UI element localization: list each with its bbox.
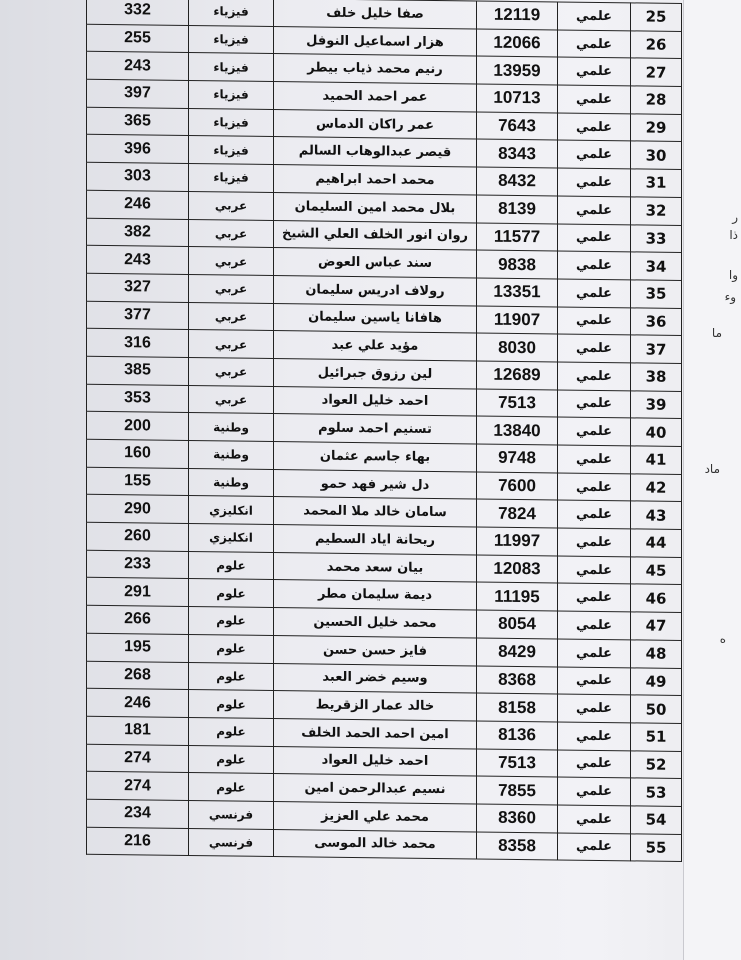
subject-cell: علوم [189,690,274,719]
branch-cell: علمي [558,445,631,474]
score-cell: 266 [87,605,189,634]
student-name-cell: امين احمد الحمد الخلف [274,718,477,748]
subject-cell: علوم [189,773,274,802]
score-cell: 200 [87,412,189,441]
score-cell: 255 [87,24,189,53]
student-name-cell: محمد خالد الموسى [274,829,477,859]
margin-text: وء [724,290,736,304]
row-number-cell: 35 [631,280,682,308]
branch-cell: علمي [558,750,631,779]
score-cell: 274 [87,744,189,773]
student-name-cell: لين رزوق جبرائيل [274,358,477,388]
row-number-cell: 34 [631,252,682,280]
row-number-cell: 53 [631,778,682,806]
student-id-cell: 12689 [477,361,558,390]
student-id-cell: 12083 [477,555,558,584]
score-cell: 385 [87,356,189,385]
branch-cell: علمي [558,140,631,169]
student-id-cell: 12119 [477,1,558,30]
student-id-cell: 8343 [477,139,558,168]
subject-cell: عربي [189,274,274,303]
student-id-cell: 8429 [477,638,558,667]
subject-cell: علوم [189,551,274,580]
subject-cell: عربي [189,302,274,331]
score-cell: 397 [87,79,189,108]
score-cell: 268 [87,661,189,690]
table-row [87,827,682,862]
subject-cell: عربي [189,219,274,248]
branch-cell: علمي [558,611,631,640]
student-name-cell: عمر راكان الدماس [274,109,477,139]
row-number-cell: 49 [631,667,682,695]
student-id-cell: 8158 [477,693,558,722]
score-cell: 260 [87,522,189,551]
branch-cell: علمي [558,307,631,336]
student-id-cell: 8360 [477,804,558,833]
results-table-body [87,0,682,862]
student-name-cell: مؤيد علي عبد [274,331,477,361]
subject-cell: فرنسي [189,800,274,829]
branch-cell: علمي [558,362,631,391]
subject-cell: فيزياء [189,81,274,110]
row-number-cell: 55 [631,833,682,861]
student-name-cell: دل شير فهد حمو [274,469,477,499]
subject-cell: فيزياء [189,164,274,193]
subject-cell: عربي [189,191,274,220]
branch-cell: علمي [558,694,631,723]
branch-cell: علمي [558,2,631,31]
score-cell: 181 [87,716,189,745]
subject-cell: علوم [189,662,274,691]
branch-cell: علمي [558,57,631,86]
score-cell: 160 [87,439,189,468]
subject-cell: انكليزي [189,524,274,553]
score-cell: 316 [87,328,189,357]
score-cell: 195 [87,633,189,662]
branch-cell: علمي [558,805,631,834]
branch-cell: علمي [558,390,631,419]
row-number-cell: 25 [631,3,682,31]
row-number-cell: 44 [631,529,682,557]
student-id-cell: 9748 [477,444,558,473]
subject-cell: فيزياء [189,108,274,137]
student-id-cell: 7513 [477,749,558,778]
branch-cell: علمي [558,500,631,529]
row-number-cell: 37 [631,335,682,363]
subject-cell: علوم [189,579,274,608]
next-page-edge [683,0,741,960]
branch-cell: علمي [558,334,631,363]
student-name-cell: قيصر عبدالوهاب السالم [274,137,477,167]
student-id-cell: 13959 [477,56,558,85]
score-cell: 377 [87,301,189,330]
student-name-cell: نسيم عبدالرحمن امين [274,774,477,804]
student-name-cell: تسنيم احمد سلوم [274,414,477,444]
row-number-cell: 39 [631,390,682,418]
row-number-cell: 48 [631,640,682,668]
student-id-cell: 8054 [477,610,558,639]
student-name-cell: هزار اسماعيل النوفل [274,26,477,56]
student-id-cell: 11907 [477,306,558,335]
score-cell: 291 [87,578,189,607]
score-cell: 246 [87,688,189,717]
row-number-cell: 33 [631,224,682,252]
student-name-cell: صفا خليل خلف [274,0,477,29]
score-cell: 303 [87,162,189,191]
branch-cell: علمي [558,639,631,668]
branch-cell: علمي [558,556,631,585]
margin-text: ماد [704,462,720,476]
margin-text: وا [728,268,738,282]
subject-cell: علوم [189,745,274,774]
margin-text: ما [711,326,722,340]
score-cell: 274 [87,771,189,800]
score-cell: 332 [87,0,189,25]
row-number-cell: 50 [631,695,682,723]
student-id-cell: 13351 [477,278,558,307]
branch-cell: علمي [558,223,631,252]
score-cell: 353 [87,384,189,413]
student-name-cell: رنيم محمد ذياب بيطر [274,54,477,84]
subject-cell: علوم [189,607,274,636]
branch-cell: علمي [558,113,631,142]
row-number-cell: 43 [631,501,682,529]
student-name-cell: محمد علي العزيز [274,801,477,831]
student-id-cell: 9838 [477,250,558,279]
student-id-cell: 11997 [477,527,558,556]
branch-cell: علمي [558,583,631,612]
branch-cell: علمي [558,722,631,751]
student-name-cell: روان انور الخلف العلي الشيخ [274,220,477,250]
student-name-cell: بيان سعد محمد [274,552,477,582]
subject-cell: فيزياء [189,53,274,82]
student-id-cell: 11195 [477,582,558,611]
row-number-cell: 29 [631,114,682,142]
student-name-cell: بلال محمد امين السليمان [274,192,477,222]
score-cell: 382 [87,218,189,247]
row-number-cell: 51 [631,723,682,751]
student-id-cell: 8139 [477,195,558,224]
score-cell: 290 [87,495,189,524]
margin-text: ذا [729,228,738,242]
student-id-cell: 7824 [477,499,558,528]
student-name-cell: هافانا ياسين سليمان [274,303,477,333]
student-name-cell: ديمة سليمان مطر [274,580,477,610]
row-number-cell: 40 [631,418,682,446]
branch-cell: علمي [558,30,631,59]
branch-cell: علمي [558,528,631,557]
branch-cell: علمي [558,833,631,862]
row-number-cell: 47 [631,612,682,640]
branch-cell: علمي [558,251,631,280]
score-cell: 396 [87,135,189,164]
row-number-cell: 54 [631,806,682,834]
student-name-cell: وسيم خضر العبد [274,663,477,693]
student-name-cell: رولاف ادريس سليمان [274,275,477,305]
margin-text: ر [732,210,738,224]
subject-cell: عربي [189,357,274,386]
row-number-cell: 32 [631,197,682,225]
score-cell: 327 [87,273,189,302]
student-id-cell: 7600 [477,472,558,501]
subject-cell: عربي [189,385,274,414]
results-table-wrapper [86,0,682,862]
row-number-cell: 26 [631,31,682,59]
row-number-cell: 30 [631,141,682,169]
student-name-cell: محمد خليل الحسين [274,608,477,638]
student-id-cell: 13840 [477,416,558,445]
subject-cell: فرنسي [189,828,274,857]
score-cell: 233 [87,550,189,579]
subject-cell: فيزياء [189,136,274,165]
subject-cell: علوم [189,634,274,663]
row-number-cell: 42 [631,474,682,502]
subject-cell: فيزياء [189,0,274,26]
student-id-cell: 8030 [477,333,558,362]
branch-cell: علمي [558,196,631,225]
student-id-cell: 8136 [477,721,558,750]
row-number-cell: 52 [631,750,682,778]
branch-cell: علمي [558,473,631,502]
row-number-cell: 36 [631,307,682,335]
score-cell: 243 [87,52,189,81]
row-number-cell: 46 [631,584,682,612]
subject-cell: عربي [189,247,274,276]
student-name-cell: احمد خليل العواد [274,386,477,416]
student-id-cell: 7643 [477,112,558,141]
subject-cell: انكليزي [189,496,274,525]
student-id-cell: 7855 [477,776,558,805]
student-name-cell: فايز حسن حسن [274,635,477,665]
student-id-cell: 10713 [477,84,558,113]
score-cell: 246 [87,190,189,219]
branch-cell: علمي [558,777,631,806]
subject-cell: علوم [189,717,274,746]
row-number-cell: 28 [631,86,682,114]
branch-cell: علمي [558,666,631,695]
student-id-cell: 7513 [477,389,558,418]
branch-cell: علمي [558,279,631,308]
row-number-cell: 45 [631,557,682,585]
margin-text: ه [719,632,726,646]
row-number-cell: 41 [631,446,682,474]
student-name-cell: بهاء جاسم عثمان [274,442,477,472]
student-id-cell: 8358 [477,832,558,861]
student-name-cell: احمد خليل العواد [274,746,477,776]
row-number-cell: 38 [631,363,682,391]
branch-cell: علمي [558,168,631,197]
student-name-cell: عمر احمد الحميد [274,82,477,112]
student-id-cell: 12066 [477,29,558,58]
branch-cell: علمي [558,417,631,446]
score-cell: 243 [87,245,189,274]
score-cell: 365 [87,107,189,136]
row-number-cell: 31 [631,169,682,197]
student-name-cell: سند عباس العوض [274,248,477,278]
subject-cell: عربي [189,330,274,359]
subject-cell: فيزياء [189,25,274,54]
subject-cell: وطنية [189,440,274,469]
row-number-cell: 27 [631,58,682,86]
student-id-cell: 8432 [477,167,558,196]
score-cell: 216 [87,827,189,856]
student-name-cell: ريحانة اياد السطيم [274,525,477,555]
student-name-cell: خالد عمار الزقريط [274,691,477,721]
student-id-cell: 11577 [477,222,558,251]
student-id-cell: 8368 [477,665,558,694]
subject-cell: وطنية [189,413,274,442]
subject-cell: وطنية [189,468,274,497]
student-name-cell: محمد احمد ابراهيم [274,165,477,195]
branch-cell: علمي [558,85,631,114]
results-table [86,0,682,862]
score-cell: 234 [87,799,189,828]
student-name-cell: سامان خالد ملا المحمد [274,497,477,527]
score-cell: 155 [87,467,189,496]
